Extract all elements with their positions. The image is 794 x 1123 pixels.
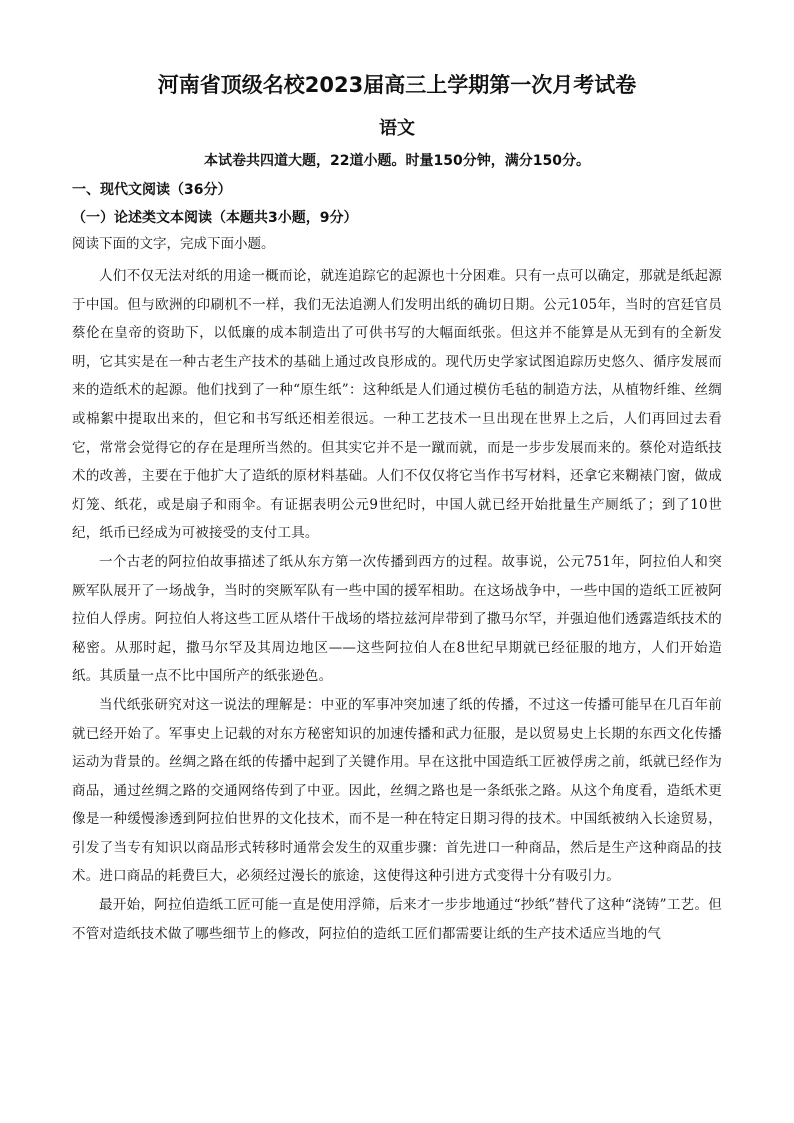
subject-heading: 语文 [379,118,415,139]
passage [72,262,722,948]
passage-paragraph: 一个古老的阿拉伯故事描述了纸从东方第一次传播到西方的过程。故事说，公元751年，阿拉伯人和突厥军队展开了一场战争，当时的突厥军队有一些中国的援军相助。在这场战争中，一些中国的造纸工匠被阿拉伯人俘虏。阿拉伯人将这些工匠从塔什干战场的塔拉兹河岸带到了撒马尔罕，并强迫他们透露造纸技术的秘密。从那时起，撒马尔罕及其周边地区——这些阿拉伯人在8世纪早期就已经征服的地方，人们开始造纸。其质量一点不比中国所产的纸张逊色。 [72,553,722,685]
passage-paragraph: 人们不仅无法对纸的用途一概而论，就连追踪它的起源也十分困难。只有一点可以确定，那就是纸起源于中国。但与欧洲的印刷机不一样，我们无法追溯人们发明出纸的确切日期。公元105年，当时的宫廷官员蔡伦在皇帝的资助下，以低廉的成本制造出了可供书写的大幅面纸张。但这并不能算是从无到有的全新发明，它其实是在一种古老生产技术的基础上通过改良形成的。现代历史学家试图追踪历史悠久、循序发展而来的造纸术的起源。他们找到了一种“原生纸”：这种纸是人们通过模仿毛毡的制造方法，从植物纤维、丝绸或棉絮中提取出来的，但它和书写纸还相差很远。一种工艺技术一旦出现在世界上之后，人们再回过去看它，常常会觉得它的存在是理所当然的。但其实它并不是一蹴而就，而是一步步发展而来的。蔡伦对造纸技术的改善，主要在于他扩大了造纸的原材料基础。人们不仅仅将它当作书写材料，还拿它来糊裱门窗，做成灯笼、纸花，或是扇子和雨伞。有证据表明公元9世纪时，中国人就已经开始批量生产厕纸了；到了10世纪，纸币已经成为可被接受的支付工具。 [72,268,722,542]
passage-paragraph: 当代纸张研究对这一说法的理解是：中亚的军事冲突加速了纸的传播，不过这一传播可能早在几百年前就已经开始了。军事史上记载的对东方秘密知识的加速传播和武力征服，是以贸易史上长期的东西文化传播运动为背景的。丝绸之路在纸的传播中起到了关键作用。早在这批中国造纸工匠被俘虏之前，纸就已经作为商品，通过丝绸之路的交通网络传到了中亚。因此，丝绸之路也是一条纸张之路。从这个角度看，造纸术更像是一种缓慢渗透到阿拉伯世界的文化技术，而不是一种在特定日期习得的技术。中国纸被纳入长途贸易，引发了当专有知识以商品形式转移时通常会发生的双重步骤：首先进口一种商品，然后是生产这种商品的技术。进口商品的耗费巨大，必须经过漫长的旅途，这使得这种引进方式变得十分有吸引力。 [72,696,722,885]
reading-instruction: 阅读下面的文字，完成下面小题。 [72,236,275,252]
exam-title: 河南省顶级名校2023届高三上学期第一次月考试卷 [157,73,637,97]
exam-info: 本试卷共四道大题，22道小题。时量150分钟，满分150分。 [204,153,590,169]
subsection-heading: （一）论述类文本阅读（本题共3小题，9分） [72,210,358,226]
section-heading: 一、现代文阅读（36分） [72,182,232,198]
passage-paragraph: 最开始，阿拉伯造纸工匠可能一直是使用浮筛，后来才一步步地通过“抄纸”替代了这种“浇铸”工艺。但不管对造纸技术做了哪些细节上的修改，阿拉伯的造纸工匠们都需要让纸的生产技术适应当地的气 [72,897,722,942]
